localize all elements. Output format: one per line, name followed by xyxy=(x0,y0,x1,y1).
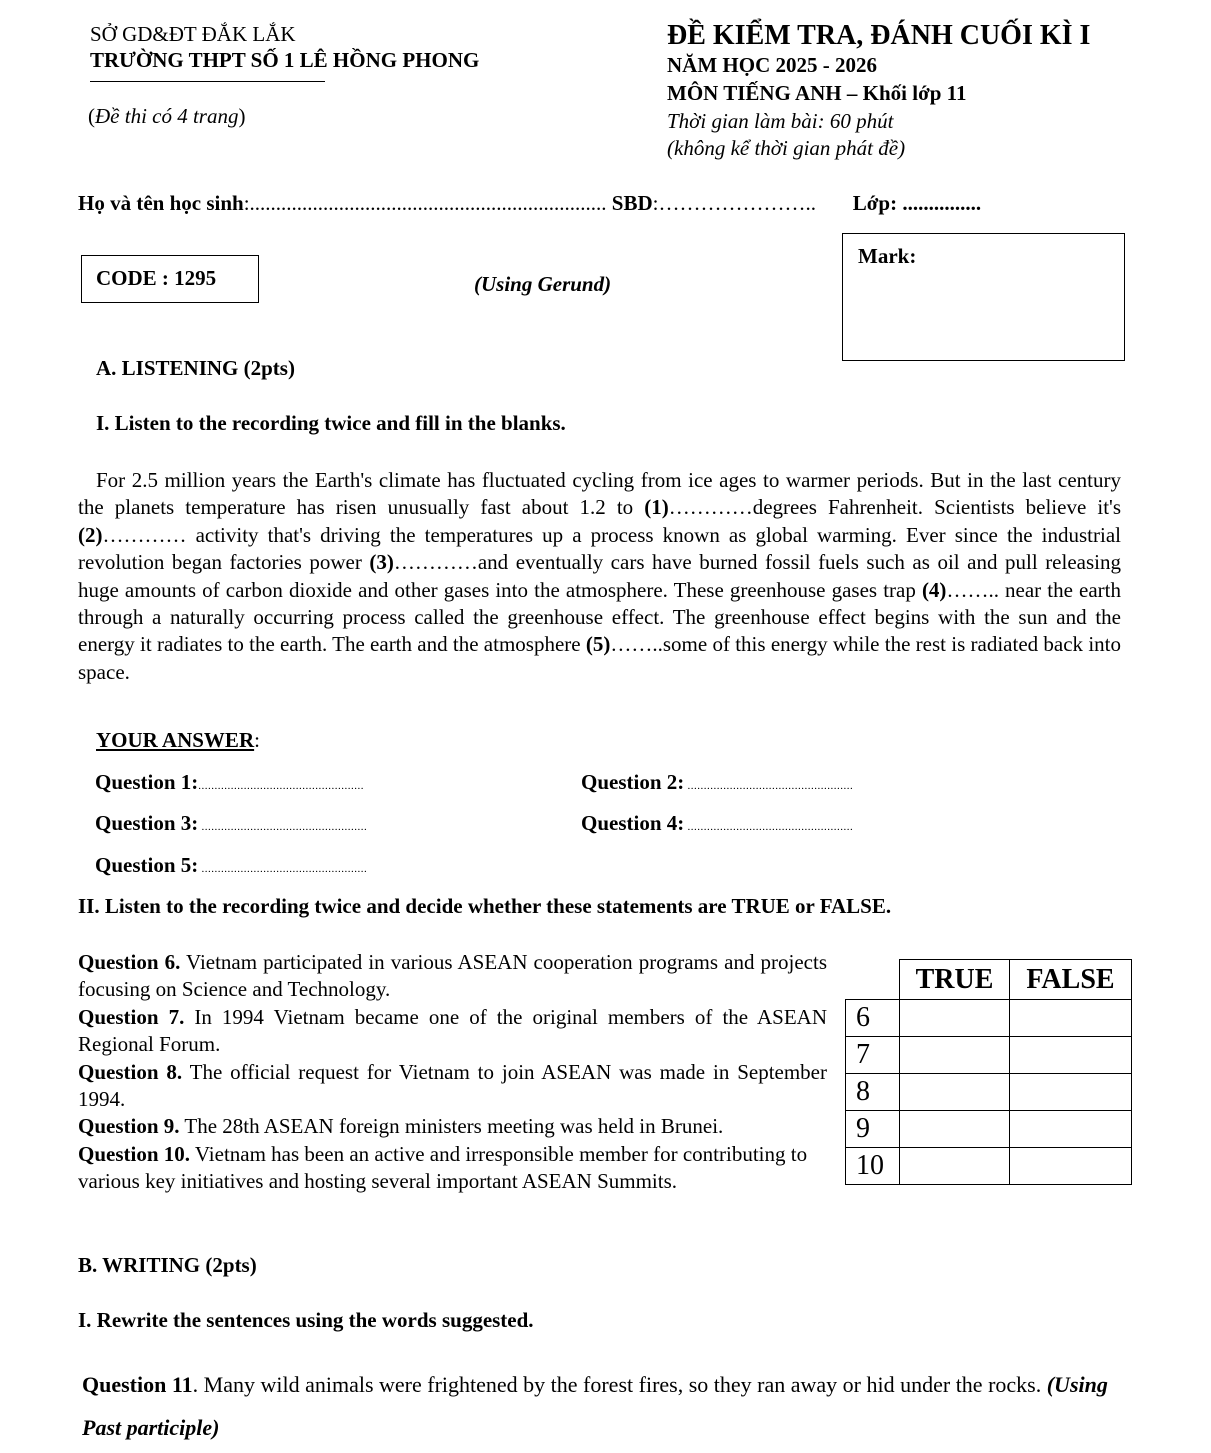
table-row xyxy=(846,1000,1132,1037)
row-number: 8 xyxy=(846,1074,900,1111)
false-cell[interactable] xyxy=(1010,1000,1132,1037)
page-note-text: Đề thi có 4 trang xyxy=(95,104,239,128)
table-row xyxy=(846,1111,1132,1148)
answer-line-5[interactable]: Question 5: ................................................... xyxy=(95,853,368,877)
answer-line-4[interactable]: Question 4: ................................................... xyxy=(581,811,854,835)
mark-label: Mark: xyxy=(858,244,917,268)
student-name-label: Họ và tên học sinh xyxy=(78,191,244,215)
blank-2-marker: (2) xyxy=(78,522,103,547)
blank-1-marker: (1) xyxy=(644,495,669,520)
statement-6: Question 6. Vietnam participated in various ASEAN cooperation programs and projects focusing on Science and Technology. xyxy=(78,950,827,1002)
your-answer-heading: YOUR ANSWER: xyxy=(96,728,260,752)
gerund-note: (Using Gerund) xyxy=(474,272,612,296)
true-false-statements xyxy=(78,949,827,1196)
exam-code-box xyxy=(81,255,259,303)
false-cell[interactable] xyxy=(1010,1111,1132,1148)
class-label: Lớp: xyxy=(852,191,898,215)
true-cell[interactable] xyxy=(900,1037,1010,1074)
class-blank[interactable]: ............... xyxy=(897,191,982,215)
time-allowed: Thời gian làm bài: 60 phút xyxy=(667,109,894,133)
table-row xyxy=(846,1148,1132,1185)
part-a1-instruction: I. Listen to the recording twice and fill in the blanks. xyxy=(96,411,566,435)
sbd-blank[interactable]: :………………….. xyxy=(652,191,816,215)
question-11-hint: (Using Past participle) xyxy=(82,1372,1108,1440)
student-info-line xyxy=(78,191,981,216)
false-cell[interactable] xyxy=(1010,1148,1132,1185)
sbd-label: SBD xyxy=(611,191,653,215)
false-cell[interactable] xyxy=(1010,1037,1132,1074)
true-cell[interactable] xyxy=(900,1000,1010,1037)
true-column-header: TRUE xyxy=(900,960,1010,1000)
listening-passage: For 2.5 million years the Earth's climate has fluctuated cycling from ice ages to warmer periods. But in the last century the planets temperature has risen unusually fast about 1.2 to (1)…………degrees Fahrenheit. Scientists believe it's (2)………… activity that's driving the temperatures up a process known as global warming. Ever since the industrial revolution began factories power (3)…………and eventually cars have burned fossil fuels such as oil and pull releasing huge amounts of carbon dioxide and other gases into the atmosphere. These greenhouse gases trap (4)…….. near the earth through a naturally occurring process called the greenhouse effect. The greenhouse effect begins with the sun and the energy it radiates to the earth. The earth and the atmosphere (5)……..some of this energy while the rest is radiated back into space. xyxy=(78,468,1121,684)
table-row xyxy=(846,1074,1132,1111)
answer-line-1[interactable]: Question 1:................................................... xyxy=(95,770,365,794)
school-underline-divider xyxy=(90,81,325,82)
section-b-title: B. WRITING (2pts) xyxy=(78,1253,257,1277)
blank-3-marker: (3) xyxy=(369,550,394,575)
student-name-blank[interactable]: :.................................................................... xyxy=(243,191,607,215)
row-number: 9 xyxy=(846,1111,900,1148)
page-count-note xyxy=(88,104,245,129)
page-note-open: ( xyxy=(88,104,95,128)
department-name: SỞ GD&ĐT ĐẮK LẮK xyxy=(90,22,296,46)
true-cell[interactable] xyxy=(900,1148,1010,1185)
table-header-row xyxy=(846,960,1132,1000)
table-corner-cell xyxy=(846,960,900,1000)
school-name: TRƯỜNG THPT SỐ 1 LÊ HỒNG PHONG xyxy=(90,48,480,72)
statement-10: Question 10. Vietnam has been an active and irresponsible member for contributing to various key initiatives and hosting several important ASEAN Summits. xyxy=(78,1141,808,1194)
mark-box[interactable] xyxy=(842,233,1125,361)
section-a-title: A. LISTENING (2pts) xyxy=(96,356,295,380)
statement-8: Question 8. The official request for Vietnam to join ASEAN was made in September 1994. xyxy=(78,1059,827,1112)
false-column-header: FALSE xyxy=(1010,960,1132,1000)
true-false-answer-table xyxy=(845,959,1132,1185)
exam-code: CODE : 1295 xyxy=(96,266,217,290)
blank-4-marker: (4) xyxy=(921,577,947,602)
school-year: NĂM HỌC 2025 - 2026 xyxy=(667,53,877,77)
row-number: 6 xyxy=(846,1000,900,1037)
true-cell[interactable] xyxy=(900,1074,1010,1111)
answer-line-3[interactable]: Question 3: ................................................... xyxy=(95,811,368,835)
table-row xyxy=(846,1037,1132,1074)
subject-line: MÔN TIẾNG ANH – Khối lớp 11 xyxy=(667,81,967,105)
true-cell[interactable] xyxy=(900,1111,1010,1148)
question-11: Question 11. Many wild animals were frightened by the forest fires, so they ran away or hid under the rocks. (Using Past participle) xyxy=(82,1372,1108,1440)
false-cell[interactable] xyxy=(1010,1074,1132,1111)
statement-7: Question 7. In 1994 Vietnam became one of the original members of the ASEAN Regional Forum. xyxy=(78,1004,827,1057)
time-allowed-note: (không kể thời gian phát đề) xyxy=(667,136,906,160)
statement-9: Question 9. The 28th ASEAN foreign ministers meeting was held in Brunei. xyxy=(78,1114,724,1139)
page-note-close: ) xyxy=(238,104,246,128)
row-number: 7 xyxy=(846,1037,900,1074)
answer-line-2[interactable]: Question 2: ................................................... xyxy=(581,770,854,794)
blank-5-marker: (5) xyxy=(585,632,611,657)
row-number: 10 xyxy=(846,1148,900,1185)
exam-title: ĐỀ KIỂM TRA, ĐÁNH CUỐI KÌ I xyxy=(667,20,1091,51)
part-a2-instruction: II. Listen to the recording twice and decide whether these statements are TRUE or FALSE. xyxy=(78,894,892,918)
part-b1-instruction: I. Rewrite the sentences using the words suggested. xyxy=(78,1308,534,1332)
